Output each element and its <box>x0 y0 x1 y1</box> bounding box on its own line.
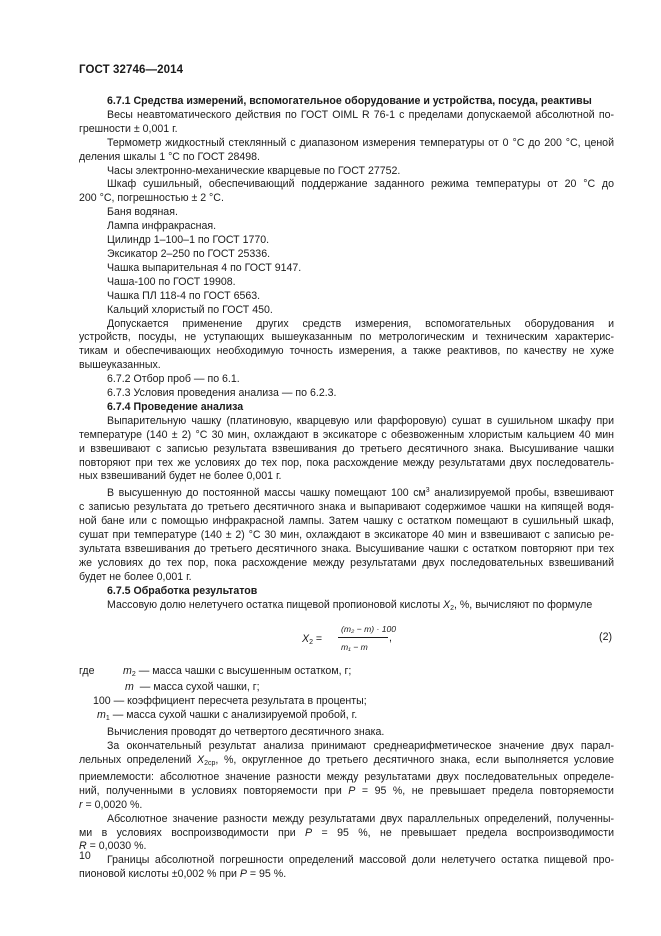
paragraph: ной бане или с помощью инфракрасной лампы. Затем чашку с остатком помещают в сушильный шкаф, <box>79 515 614 528</box>
list-item: Эксикатор 2–250 по ГОСТ 25336. <box>107 247 271 260</box>
definition-symbol: 100 <box>93 695 111 708</box>
section-6-7-1-title: 6.7.1 Средства измерений, вспомогательное оборудование и устройства, посуда, реактивы <box>107 95 592 107</box>
definition-lead <box>79 709 97 726</box>
paragraph: Весы неавтоматического действия по ГОСТ OIML R 76-1 с пределами допускаемой абсолютной по- <box>107 108 614 121</box>
definition-lead <box>79 681 123 695</box>
paragraph: тикам и обеспечивающих необходимую точность измерения, а также реактивов, по качеству не хуже <box>79 345 614 358</box>
paragraph: R = 0,0030 %. <box>79 840 147 853</box>
paragraph: же условиях до тех пор, пока расхождение между результатами двух последовательных взвешиваний <box>79 556 614 569</box>
list-item: Чашка ПЛ 118-4 по ГОСТ 6563. <box>107 289 261 302</box>
definition-lead <box>79 695 93 709</box>
paragraph: грешности ± 0,001 г. <box>79 122 178 135</box>
paragraph: Шкаф сушильный, обеспечивающий поддержание заданного режима температуры от 20 °C до <box>107 178 614 191</box>
paragraph: Выпарительную чашку (платиновую, кварцевую или фарфоровую) сушат в сушильном шкафу при <box>107 414 614 427</box>
paragraph: пионовой кислоты ±0,002 % при P = 95 %. <box>79 868 287 881</box>
paragraph: сушат при температуре (140 ± 2) °C 30 мин, охлаждают в эксикаторе 40 мин и взвешивают с записью ре- <box>79 529 614 542</box>
paragraph: с записью результата до третьего десятичного знака и выпаривают содержимое чашки на кипящей водя- <box>79 501 614 514</box>
definition-symbol: $m_2$ <box>123 664 136 678</box>
paragraph: и взвешивают с записью результата взвешивания до третьего десятичного знака. Высушивание чашки <box>79 442 614 455</box>
list-item: Баня водяная. <box>107 206 178 219</box>
definition-row <box>79 709 614 726</box>
paragraph: деления шкалы 1 °C по ГОСТ 28498. <box>79 150 260 163</box>
section-6-7-2: 6.7.2 Отбор проб — по 6.1. <box>107 373 240 386</box>
list-item: Кальций хлористый по ГОСТ 450. <box>107 303 273 316</box>
paragraph: повторяют при тех же условиях до тех пор, пока расхождение между результатами двух последователь- <box>79 456 614 469</box>
definition-symbol: m <box>125 681 134 694</box>
definition-text: — масса чашки с высушенным остатком, г; <box>138 664 352 677</box>
paragraph: Границы абсолютной погрешности определений массовой доли нелетучего остатка пищевой про- <box>107 854 614 867</box>
paragraph: устройств, посуды, не уступающих вышеуказанным по метрологическим и техническим характерис- <box>79 331 614 344</box>
page-number: 10 <box>79 850 91 862</box>
paragraph: ний, полученными в условиях повторяемости при P = 95 %, не превышает предела повторяемости <box>79 784 614 797</box>
formula-numerator: (m₂ − m) · 100 <box>341 623 397 634</box>
list-item: Чашка выпарительная 4 по ГОСТ 9147. <box>107 261 302 274</box>
paragraph: Массовую долю нелетучего остатка пищевой пропионовой кислоты $X_2$, %, вычисляют по формуле <box>107 598 593 612</box>
paragraph: ми в условиях воспроизводимости при P = 95 %, не превышает предела воспроизводимости <box>79 826 615 839</box>
list-item: Цилиндр 1–100–1 по ГОСТ 1770. <box>107 234 270 247</box>
definition-row <box>79 681 614 695</box>
formula-comma: , <box>389 631 392 644</box>
definition-text: — масса сухой чашки, г; <box>139 681 260 694</box>
definition-row <box>79 695 614 709</box>
formula-lhs: $X_2$ = <box>302 632 323 646</box>
definition-text: — коэффициент пересчета результата в проценты; <box>113 695 367 708</box>
list-item: Чаша-100 по ГОСТ 19908. <box>107 275 236 288</box>
fraction-bar <box>338 637 388 638</box>
list-item: Лампа инфракрасная. <box>107 220 217 233</box>
definition-text: — масса сухой чашки с анализируемой пробой, г. <box>112 709 358 722</box>
paragraph: Вычисления проводят до четвертого десятичного знака. <box>107 726 385 739</box>
paragraph: В высушенную до постоянной массы чашку помещают 100 $см^3$ анализируемой пробы, взвешивают <box>107 487 614 500</box>
section-6-7-5-title: 6.7.5 Обработка результатов <box>107 584 258 597</box>
formula-2 <box>79 621 614 661</box>
paragraph: ных взвешиваний будет не более 0,001 г. <box>79 470 282 483</box>
paragraph: зультата взвешивания до третьего десятичного знака. Высушивание чашки с остатком повторяют при тех <box>79 543 614 555</box>
paragraph: Допускается применение других средств измерения, вспомогательных оборудования и <box>107 317 614 330</box>
paragraph: 200 °C, погрешностью ± 2 °C. <box>79 192 224 205</box>
document-body <box>79 95 614 882</box>
paragraph: будет не более 0,001 г. <box>79 570 192 583</box>
definition-lead: где <box>79 664 95 677</box>
standard-header: ГОСТ 32746—2014 <box>79 64 184 76</box>
paragraph: лельных определений $X_{2ср}$, %, округленное до третьего десятичного знака, если выполняется условие <box>79 753 614 767</box>
paragraph: Абсолютное значение разности между результатами двух параллельных определений, полученны- <box>107 812 614 825</box>
paragraph: Термометр жидкостный стеклянный с диапазоном измерения температуры от 0 °C до 200 °C, ценой <box>107 136 614 149</box>
paragraph: вышеуказанных. <box>79 359 161 372</box>
section-6-7-4-title: 6.7.4 Проведение анализа <box>107 400 244 413</box>
definition-symbol: $m_1$ <box>97 709 110 723</box>
formula-number: (2) <box>599 630 612 643</box>
section-6-7-3: 6.7.3 Условия проведения анализа — по 6.2.3. <box>107 387 337 400</box>
formula-denominator: m₁ − m <box>341 641 368 652</box>
paragraph: За окончательный результат анализа принимают среднеарифметическое значение двух парал- <box>107 740 614 753</box>
paragraph: температуре (140 ± 2) °C 30 мин, охлаждают в эксикаторе с обезвоженным хлористым кальцием 40 мин <box>79 428 614 441</box>
paragraph: r = 0,0020 %. <box>79 798 143 811</box>
definition-row <box>79 665 614 682</box>
paragraph: приемлемости: абсолютное значение разности между результатами двух последовательных определе- <box>79 770 614 783</box>
paragraph: Часы электронно-механические кварцевые по ГОСТ 27752. <box>107 164 401 177</box>
